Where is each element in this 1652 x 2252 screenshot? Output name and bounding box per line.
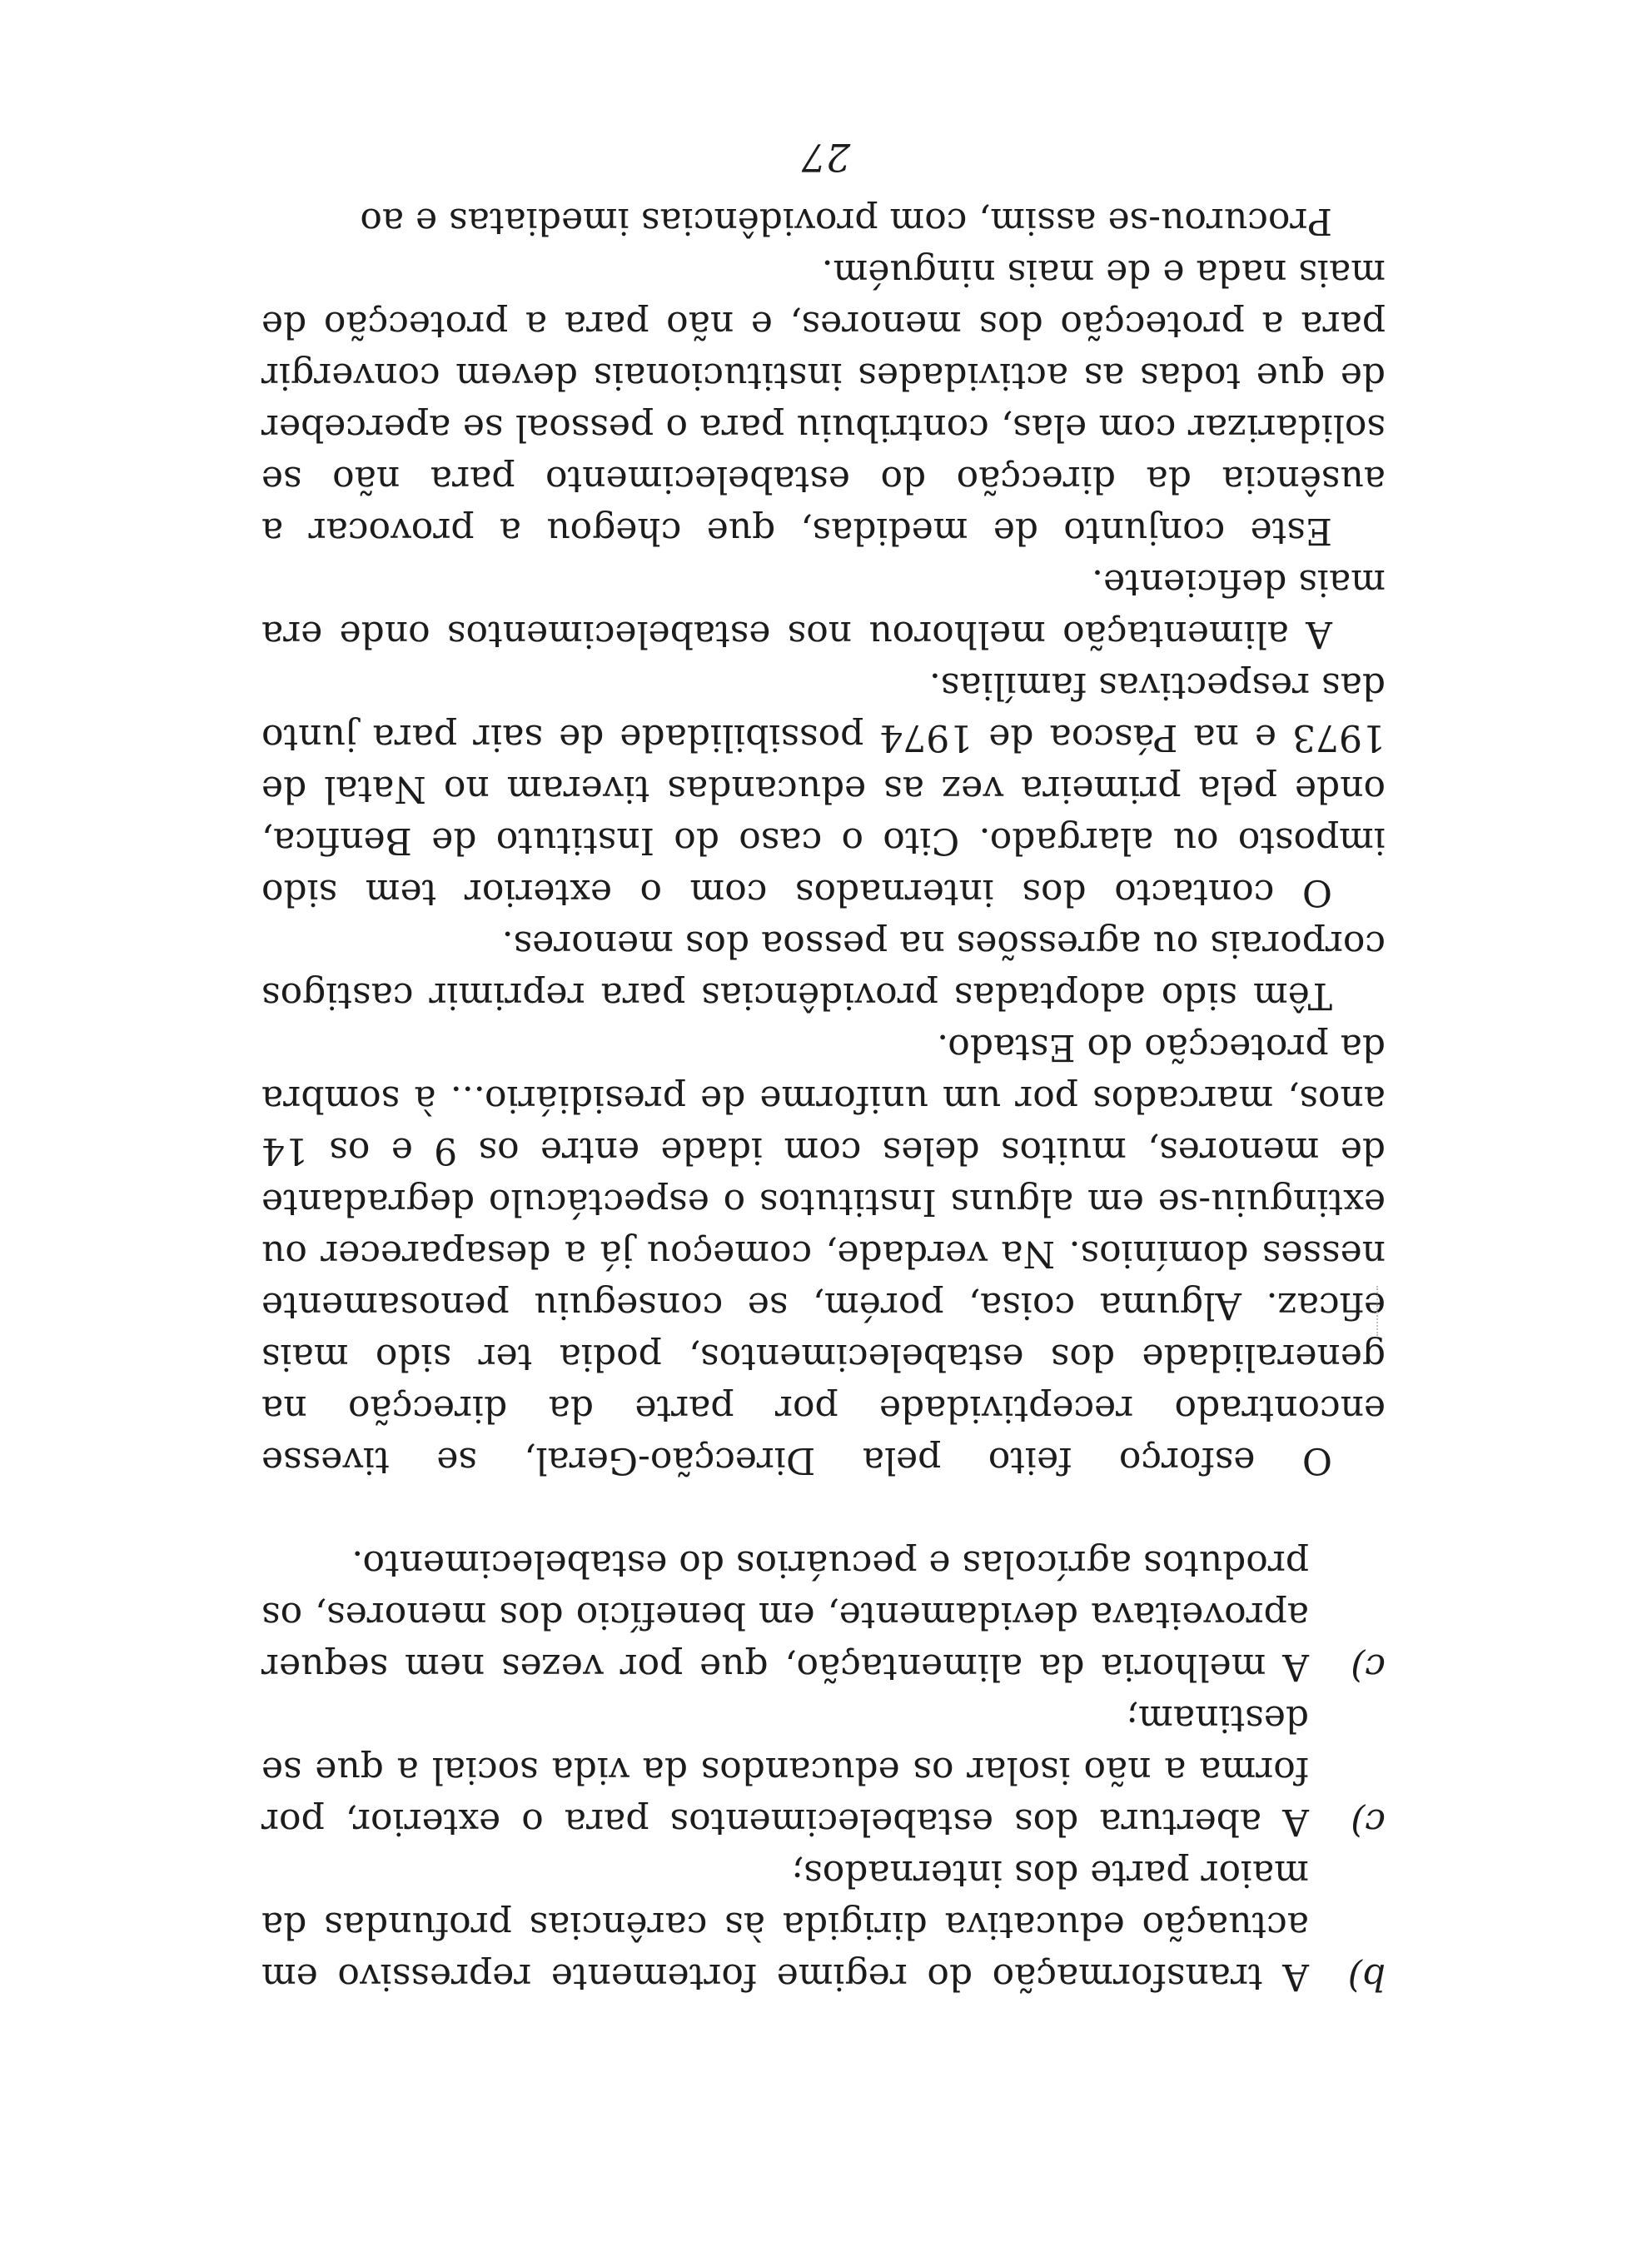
paragraph-direccao-geral: O esforço feito pela Direcção-Geral, se tivesse encontrado receptividade por parte da direcção na generalidade dos estabelecimentos, podia ter sido mais eficaz. Alguma coisa, porém, se conseguiu penosamente nesses domínios. Na verdade, começou já a desaparecer ou extinguiu-se em alguns Institutos o espectáculo degradante de menores, muitos deles com idade entre os 9 e os 14 anos, marcados por um uniforme de presidiário... à sombra da protecção do Estado. [261, 1026, 1386, 1482]
page-number: 27 [801, 135, 851, 180]
list-item-b [261, 1847, 1386, 2002]
paragraph-procurou-se: Procurou-se assim, com providências imediatas e ao [360, 200, 1332, 242]
paragraph-alimentacao: A alimentação melhorou nos estabelecimentos onde era mais deficiente. [261, 561, 1386, 655]
scan-speckle [1374, 1286, 1378, 1336]
list-item-text: A melhoria da alimentação, que por vezes nem sequer aproveitava devidamente, em benefício dos menores, os produtos agrícolas e pecuários do estabelecimento. [261, 1542, 1309, 1688]
page-text-block [261, 195, 1386, 2002]
list-item-text: A abertura dos estabelecimentos para o exterior, por forma a não isolar os educandos da vida social a que se destinam; [261, 1697, 1309, 1843]
paragraph-castigos: Têm sido adoptadas providências para reprimir castigos corporais ou agressões na pessoa dos menores. [261, 923, 1386, 1017]
list-item-text: A transformação do regime fortemente repressivo em actuação educativa dirigida às carências profundas da maior parte dos internados; [261, 1852, 1309, 1998]
section-gap [261, 1486, 1386, 1537]
list-marker: c) [1351, 1646, 1386, 1688]
paragraph-contacto-exterior: O contacto dos internados com o exterior tem sido imposto ou alargado. Cito o caso do Instituto de Benfica, onde pela primeira vez as educandas tiveram no Natal de 1973 e na Páscoa de 1974 possibilidade de sair para junto das respectivas famílias. [261, 665, 1386, 914]
paragraph-conjunto-medidas: Este conjunto de medidas, que chegou a provocar a ausência da direcção do estabelecimento para não se solidarizar com elas, contribuiu para o pessoal se aperceber de que todas as actividades institucionais devem convergir para a protecção dos menores, e não para a protecção de mais nada e de mais ninguém. [261, 252, 1386, 552]
list-marker: b) [1347, 1956, 1386, 1998]
list-item-c-first [261, 1692, 1386, 1847]
list-item-c-second [261, 1537, 1386, 1692]
list-marker: c) [1351, 1801, 1386, 1843]
